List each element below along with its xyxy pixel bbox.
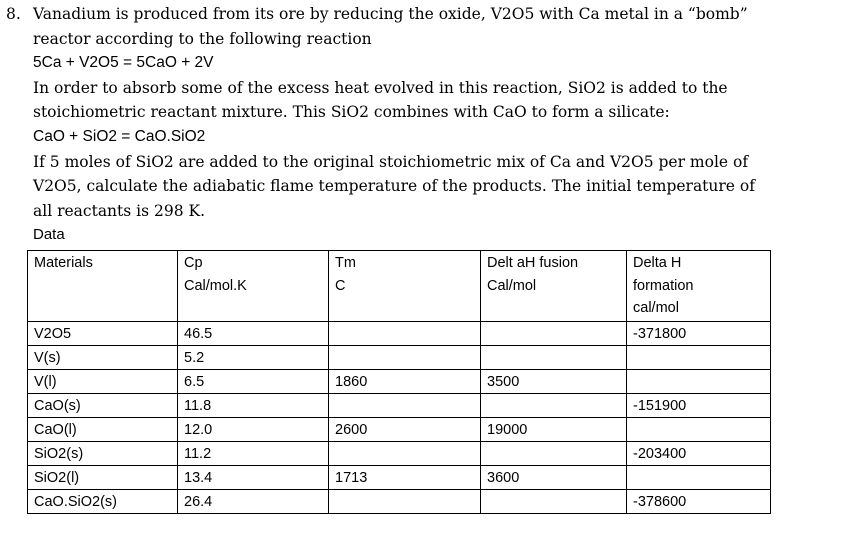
cell-material: V2O5: [28, 322, 178, 346]
cell-formation: [627, 370, 771, 394]
header-unit: cal/mol: [633, 300, 679, 316]
cell-formation: -378600: [627, 490, 771, 514]
data-table: [27, 250, 771, 514]
cell-fusion: [481, 346, 627, 370]
cell-material: V(l): [28, 370, 178, 394]
table-row: [28, 490, 771, 514]
cell-material: CaO(l): [28, 418, 178, 442]
cell-tm: 1860: [329, 370, 481, 394]
header-materials: [28, 251, 178, 322]
problem-line: stoichiometric reactant mixture. This SiO2 combines with CaO to form a silicate:: [33, 103, 670, 122]
cell-formation: -203400: [627, 442, 771, 466]
problem-line: Vanadium is produced from its ore by reducing the oxide, V2O5 with Ca metal in a “bomb”: [33, 5, 748, 23]
table-row: [28, 370, 771, 394]
header-text: Materials: [34, 255, 93, 271]
problem-line: In order to absorb some of the excess heat evolved in this reaction, SiO2 is added to the: [33, 78, 728, 97]
problem-body: [33, 2, 836, 223]
cell-tm: [329, 394, 481, 418]
table-row: [28, 466, 771, 490]
header-text: Delta H: [633, 255, 682, 271]
problem-statement: [6, 2, 836, 223]
header-unit: C: [335, 277, 346, 294]
cell-fusion: 3600: [481, 466, 627, 490]
header-fusion: [481, 251, 627, 322]
cell-fusion: [481, 490, 627, 514]
cell-tm: 1713: [329, 466, 481, 490]
cell-cp: 13.4: [178, 466, 329, 490]
header-cp: [178, 251, 329, 322]
header-unit: Cal/mol: [487, 277, 537, 294]
header-text: Tm: [335, 255, 356, 271]
header-unit: Cal/mol.K: [184, 277, 247, 294]
table-row: [28, 418, 771, 442]
header-text: Cp: [184, 255, 203, 271]
cell-material: SiO2(l): [28, 466, 178, 490]
table-row: [28, 322, 771, 346]
cell-material: SiO2(s): [28, 442, 178, 466]
cell-cp: 12.0: [178, 418, 329, 442]
cell-cp: 6.5: [178, 370, 329, 394]
cell-material: V(s): [28, 346, 178, 370]
cell-formation: [627, 418, 771, 442]
problem-line: reactor according to the following reaction: [33, 29, 372, 48]
cell-fusion: [481, 394, 627, 418]
cell-cp: 5.2: [178, 346, 329, 370]
table-row: [28, 394, 771, 418]
reaction-equation: 5Ca + V2O5 = 5CaO + 2V: [33, 54, 214, 72]
cell-tm: [329, 490, 481, 514]
cell-cp: 11.2: [178, 442, 329, 466]
problem-line: If 5 moles of SiO2 are added to the original stoichiometric mix of Ca and V2O5 per mole of: [33, 152, 749, 171]
cell-material: CaO.SiO2(s): [28, 490, 178, 514]
cell-fusion: 3500: [481, 370, 627, 394]
header-text: Delt aH fusion: [487, 255, 579, 271]
cell-cp: 11.8: [178, 394, 329, 418]
header-text: formation: [633, 277, 694, 294]
table-header-row: [28, 251, 771, 322]
cell-tm: [329, 346, 481, 370]
cell-tm: 2600: [329, 418, 481, 442]
cell-formation: [627, 466, 771, 490]
problem-number: 8.: [6, 5, 21, 23]
data-heading: Data: [33, 226, 65, 243]
header-tm: [329, 251, 481, 322]
cell-formation: -151900: [627, 394, 771, 418]
cell-cp: 26.4: [178, 490, 329, 514]
cell-formation: -371800: [627, 322, 771, 346]
cell-tm: [329, 322, 481, 346]
problem-line: all reactants is 298 K.: [33, 201, 206, 220]
silicate-equation: CaO + SiO2 = CaO.SiO2: [33, 127, 206, 145]
table-row: [28, 442, 771, 466]
cell-fusion: 19000: [481, 418, 627, 442]
data-table-body: [28, 251, 771, 514]
cell-tm: [329, 442, 481, 466]
cell-material: CaO(s): [28, 394, 178, 418]
cell-cp: 46.5: [178, 322, 329, 346]
cell-fusion: [481, 322, 627, 346]
table-row: [28, 346, 771, 370]
problem-line: V2O5, calculate the adiabatic flame temperature of the products. The initial temperature of: [33, 177, 755, 196]
header-formation: [627, 251, 771, 322]
cell-formation: [627, 346, 771, 370]
cell-fusion: [481, 442, 627, 466]
